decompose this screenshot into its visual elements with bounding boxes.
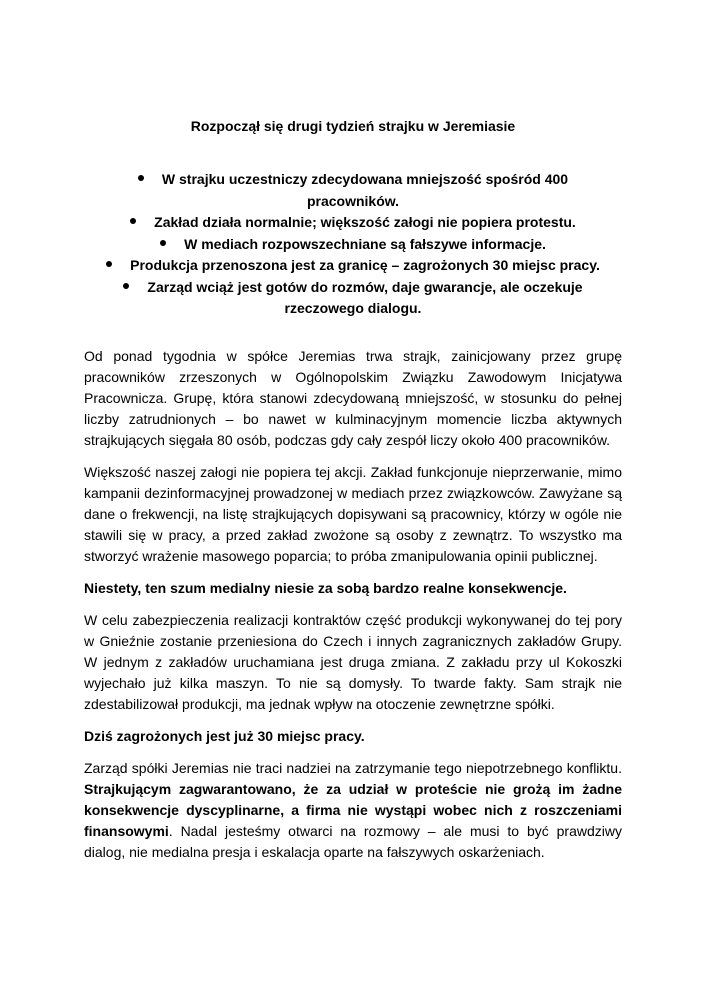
bullet-text: W mediach rozpowszechniane są fałszywe informacje. — [184, 235, 546, 252]
document-page — [84, 0, 622, 1000]
bullet-text: W strajku uczestniczy zdecydowana mniejszość spośród 400 pracowników. — [161, 171, 569, 209]
bullet-dot-icon — [138, 175, 144, 181]
paragraph-text: . Nadal jesteśmy otwarci na rozmowy – ale musi to być prawdziwy dialog, nie medialna presja i eskalacja oparte na fałszywych oskarżeniach. — [84, 823, 622, 860]
document-body — [84, 346, 622, 874]
paragraph-bold-text: Strajkującym zagwarantowano, że za udział w proteście nie grożą im żadne konsekwencje dyscyplinarne, a firma nie wystąpi wobec nich z roszczeniami finansowymi — [84, 781, 622, 839]
paragraph: Od ponad tygodnia w spółce Jeremias trwa strajk, zainicjowany przez grupę pracowników zrzeszonych w Ogólnopolskim Związku Zawodowym Inicjatywa Pracownicza. Grupę, która stanowi zdecydowaną mniejszość, w stosunku do pełnej liczby zatrudnionych – bo nawet w kulminacyjnym momencie liczba aktywnych strajkujących sięgała 80 osób, podczas gdy cały zespół liczy około 400 pracowników. — [84, 348, 622, 448]
bullet-item — [84, 234, 622, 256]
paragraph-highlight: Dziś zagrożonych jest już 30 miejsc pracy. — [84, 728, 365, 744]
bullet-item — [84, 255, 622, 277]
bullet-item — [84, 277, 622, 320]
paragraph: Większość naszej załogi nie popiera tej akcji. Zakład funkcjonuje nieprzerwanie, mimo kampanii dezinformacyjnej prowadzonej w mediach przez związkowców. Zawyżane są dane o frekwencji, na listę strajkujących dopisywani są pracownicy, którzy w ogóle nie stawili się w pracy, a przed zakład zwożone są osoby z zewnątrz. To wszystko ma stworzyć wrażenie masowego poparcia; to próba zmanipulowania opinii publicznej. — [84, 464, 622, 564]
document-title: Rozpoczął się drugi tydzień strajku w Jeremiasie — [190, 118, 516, 134]
bullet-item — [84, 212, 622, 234]
paragraph — [84, 758, 622, 863]
bullet-dot-icon — [123, 283, 129, 289]
bullet-text: Zakład działa normalnie; większość załogi nie popiera protestu. — [154, 214, 576, 230]
summary-bullet-list — [84, 169, 622, 320]
bullet-text: Zarząd wciąż jest gotów do rozmów, daje gwarancje, ale oczekuje rzeczowego dialogu. — [147, 278, 583, 316]
bullet-item — [84, 169, 622, 212]
paragraph-highlight: Niestety, ten szum medialny niesie za sobą bardzo realne konsekwencje. — [84, 580, 567, 596]
paragraph: W celu zabezpieczenia realizacji kontraktów część produkcji wykonywanej do tej pory w Gnieźnie zostanie przeniesiona do Czech i innych zagranicznych zakładów Grupy. W jednym z zakładów uruchamiana jest druga zmiana. Z zakładu przy ul Kokoszki wyjechało już kilka maszyn. To nie są domysły. To twarde fakty. Sam strajk nie zdestabilizował produkcji, ma jednak wpływ na otoczenie zewnętrzne spółki. — [84, 612, 622, 712]
bullet-text: Produkcja przenoszona jest za granicę – zagrożonych 30 miejsc pracy. — [130, 257, 600, 273]
paragraph-text: Zarząd spółki Jeremias nie traci nadziei na zatrzymanie tego niepotrzebnego konfliktu. — [84, 760, 622, 776]
bullet-dot-icon — [160, 240, 166, 246]
bullet-dot-icon — [130, 218, 136, 224]
bullet-dot-icon — [106, 261, 112, 267]
